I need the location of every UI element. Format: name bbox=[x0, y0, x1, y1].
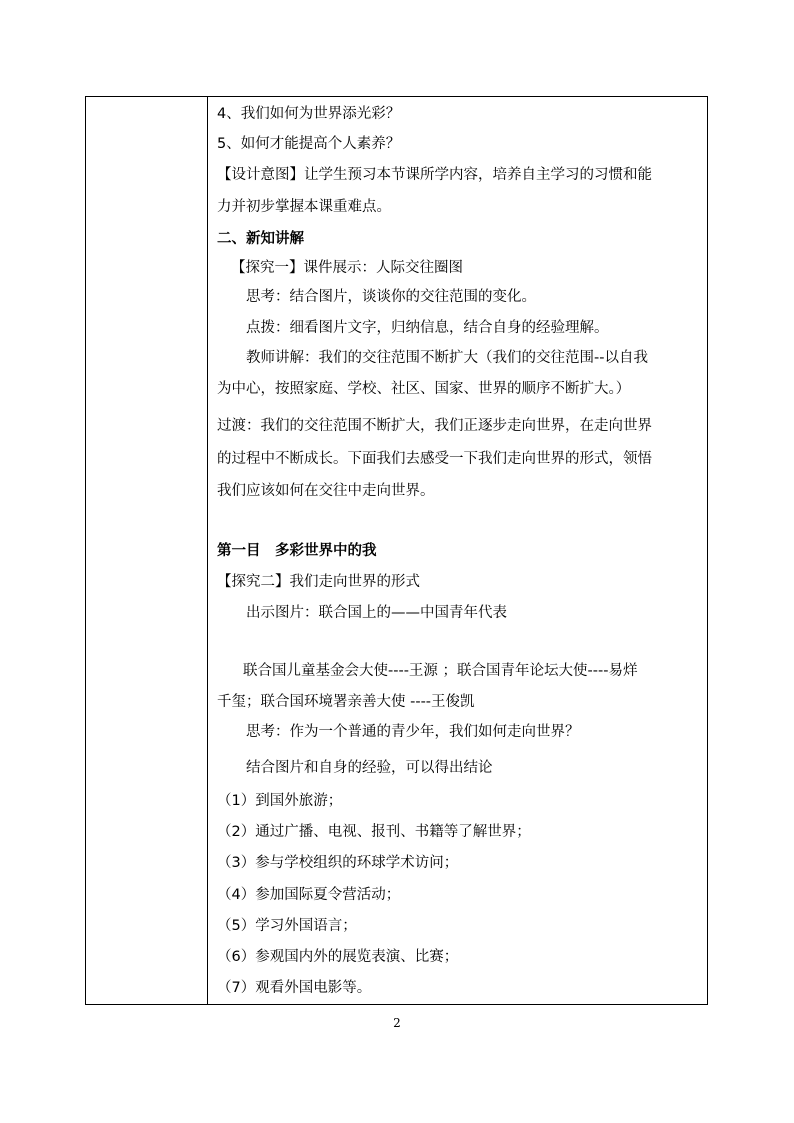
think-2: 思考：作为一个普通的青少年，我们如何走向世界？ bbox=[246, 724, 580, 740]
transition-line-2: 的过程中不断成长。下面我们去感受一下我们走向世界的形式，领悟 bbox=[217, 451, 652, 467]
list-item: （6）参观国内外的展览表演、比赛； bbox=[217, 949, 459, 965]
conclusion: 结合图片和自身的经验，可以得出结论 bbox=[246, 760, 493, 776]
column-divider bbox=[207, 97, 208, 1004]
ambassadors-line-2: 千玺；联合国环境署亲善大使 ----王俊凯 bbox=[217, 694, 475, 710]
lesson-table bbox=[85, 96, 708, 1005]
page-number: 2 bbox=[393, 1016, 401, 1030]
design-intent-line-1: 【设计意图】让学生预习本节课所学内容，培养自主学习的习惯和能 bbox=[217, 167, 652, 183]
list-item: （4）参加国际夏令营活动； bbox=[217, 887, 401, 903]
teacher-explain-line-2: 为中心，按照家庭、学校、社区、国家、世界的顺序不断扩大。） bbox=[217, 381, 631, 397]
transition-line-1: 过渡：我们的交往范围不断扩大，我们正逐步走向世界，在走向世界 bbox=[217, 418, 652, 434]
hint-1: 点拨：细看图片文字，归纳信息，结合自身的经验理解。 bbox=[246, 320, 609, 336]
list-item: （5）学习外国语言； bbox=[217, 918, 357, 934]
ambassadors-line-1: 联合国儿童基金会大使----王源 ；联合国青年论坛大使----易烊 bbox=[243, 663, 638, 679]
list-item: （7）观看外国电影等。 bbox=[217, 980, 372, 996]
think-1: 思考：结合图片，谈谈你的交往范围的变化。 bbox=[246, 289, 536, 305]
subsection-heading: 第一目 多彩世界中的我 bbox=[217, 543, 377, 559]
list-item: （2）通过广播、电视、报刊、书籍等了解世界； bbox=[217, 824, 531, 840]
list-item: （1）到国外旅游； bbox=[217, 793, 343, 809]
explore-1: 【探究一】课件展示：人际交往圈图 bbox=[231, 260, 463, 276]
list-item: （3）参与学校组织的环球学术访问； bbox=[217, 855, 459, 871]
transition-line-3: 我们应该如何在交往中走向世界。 bbox=[217, 483, 435, 499]
teacher-explain-line-1: 教师讲解：我们的交往范围不断扩大（我们的交往范围--以自我 bbox=[246, 350, 648, 366]
design-intent-line-2: 力并初步掌握本课重难点。 bbox=[217, 199, 391, 215]
question-5: 5、如何才能提高个人素养？ bbox=[217, 136, 401, 152]
show-picture: 出示图片：联合国上的——中国青年代表 bbox=[246, 605, 507, 621]
section-heading-new-knowledge: 二、新知讲解 bbox=[217, 231, 304, 247]
explore-2: 【探究二】我们走向世界的形式 bbox=[217, 574, 420, 590]
question-4: 4、我们如何为世界添光彩？ bbox=[217, 106, 401, 122]
